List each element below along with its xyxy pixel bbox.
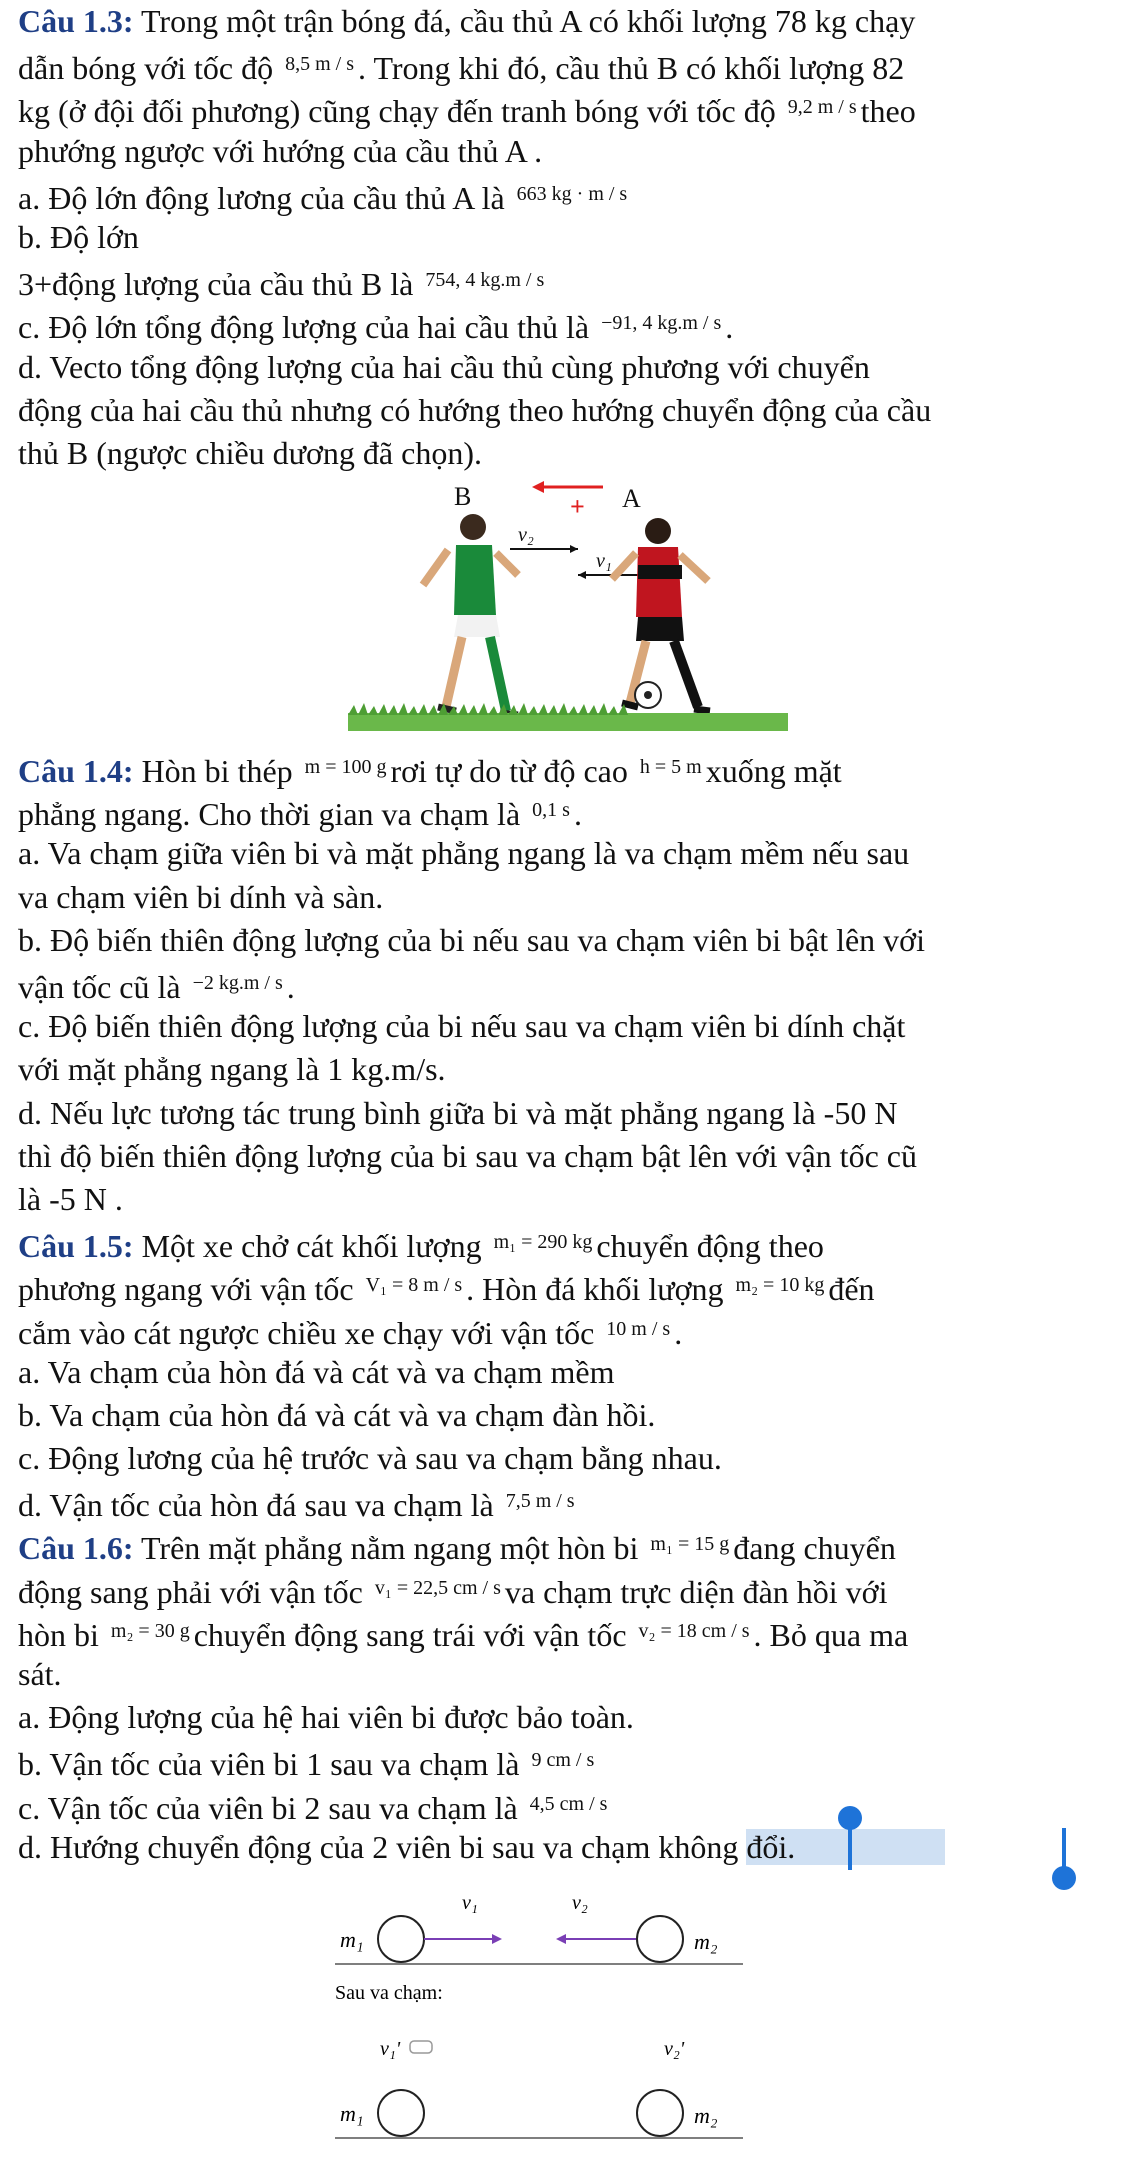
text: . <box>286 969 295 1005</box>
m2-label-after: m₂ <box>694 2102 718 2128</box>
ball-2 <box>637 1916 683 1962</box>
q14-option-a-2: va chạm viên bi dính và sàn. <box>18 878 384 915</box>
q15-line-1 <box>18 1221 1118 1264</box>
q16-title: Câu 1.6: <box>18 1530 134 1567</box>
q16-option-b <box>18 1739 1118 1782</box>
text: . <box>573 796 582 833</box>
formula: 9 cm / s <box>531 1749 595 1772</box>
ball-1-after <box>378 2090 424 2136</box>
formula: m₂ = 30 g <box>110 1619 190 1642</box>
text: đang chuyển <box>733 1530 896 1567</box>
velocity-v2-label: v₂ <box>518 524 534 547</box>
formula: 0,1 s <box>532 799 570 822</box>
text: . Bỏ qua ma <box>753 1616 909 1653</box>
m1-label-after: m₁ <box>340 2100 364 2126</box>
text: 3+động lượng của cầu thủ B là <box>18 266 414 303</box>
q16-line-4: sát. <box>18 1656 62 1692</box>
formula: 663 kg · m / s <box>516 182 628 205</box>
q16-option-d <box>18 1826 1118 1869</box>
after-collision-label: Sau va chạm: <box>335 1981 443 2004</box>
q13-line-4: phướng ngược với hướng của cầu thủ A . <box>18 132 543 169</box>
formula: −2 kg.m / s <box>192 972 283 994</box>
formula: 8,5 m / s <box>285 53 355 76</box>
text: chuyển động theo <box>596 1228 824 1265</box>
text: Hòn bi thép <box>133 753 293 790</box>
q13-option-d-2: động của hai cầu thủ nhưng có hướng theo hướng chuyển động của cầu <box>18 391 932 428</box>
m1-label: m₁ <box>340 1926 364 1952</box>
label-a: A <box>622 484 641 514</box>
formula: 9,2 m / s <box>787 96 857 119</box>
q13-option-b-cont <box>18 259 1118 302</box>
q13-text: Trong một trận bóng đá, cầu thủ A có khối lượng 78 kg chạy <box>133 3 916 39</box>
selection-end-handle[interactable] <box>1052 1866 1076 1890</box>
v1-label: v₁ <box>462 1891 478 1914</box>
document-body <box>18 0 1118 2166</box>
q16-option-a: a. Động lượng của hệ hai viên bi được bảo toàn. <box>18 1699 634 1736</box>
arrow-head <box>570 545 578 553</box>
text: chuyển động sang trái với vận tốc <box>193 1616 627 1653</box>
q14-option-a: a. Va chạm giữa viên bi và mặt phẳng ngang là va chạm mềm nếu sau <box>18 835 910 872</box>
q14-option-d-2: thì độ biến thiên động lượng của bi sau va chạm bật lên với vận tốc cũ <box>18 1137 917 1174</box>
text: theo <box>860 93 916 130</box>
text-selection[interactable]: đổi. <box>746 1829 945 1865</box>
velocity-v1-label: v₁ <box>596 550 612 573</box>
text: Một xe chở cát khối lượng <box>133 1228 482 1265</box>
q14-option-c: c. Độ biến thiên động lượng của bi nếu sau va chạm viên bi dính chặt <box>18 1008 906 1045</box>
text: d. Vận tốc của hòn đá sau va chạm là <box>18 1487 494 1524</box>
v1-prime-arrow-unknown <box>410 2041 432 2053</box>
player-b <box>423 514 518 715</box>
text: kg (ở đội đối phương) cũng chạy đến tranh bóng với tốc độ <box>18 93 776 130</box>
q13-line-2 <box>18 43 1118 86</box>
q13-title: Câu 1.3: <box>18 3 134 39</box>
player-a <box>612 518 710 711</box>
formula: 4,5 cm / s <box>529 1792 608 1815</box>
q16-line-1 <box>18 1523 1118 1566</box>
formula: 754, 4 kg.m / s <box>425 269 545 292</box>
text: dẫn bóng với tốc độ <box>18 50 274 87</box>
v1-prime-label: v₁' <box>380 2037 401 2060</box>
arrow-head <box>532 481 544 493</box>
q14-option-c-2: với mặt phẳng ngang là 1 kg.m/s. <box>18 1051 446 1088</box>
q15-option-d <box>18 1480 1118 1523</box>
arrow-head <box>492 1934 502 1944</box>
q14-line-2 <box>18 789 1118 832</box>
formula: m₁ = 15 g <box>650 1533 730 1556</box>
text: Trên mặt phẳng nằm ngang một hòn bi <box>133 1530 639 1567</box>
formula: v₁ = 22,5 cm / s <box>374 1576 501 1599</box>
text: cắm vào cát ngược chiều xe chạy với vận tốc <box>18 1314 595 1351</box>
q14-option-d-3: là -5 N . <box>18 1180 123 1217</box>
selection-start-handle[interactable] <box>838 1806 862 1830</box>
collision-diagram <box>18 1869 1118 2166</box>
q13-option-a <box>18 173 1118 216</box>
text: . Trong khi đó, cầu thủ B có khối lượng 82 <box>358 50 905 87</box>
text: c. Vận tốc của viên bi 2 sau va chạm là <box>18 1789 518 1826</box>
text: động sang phải với vận tốc <box>18 1573 363 1610</box>
text: b. Vận tốc của viên bi 1 sau va chạm là <box>18 1746 520 1783</box>
formula: v₂ = 18 cm / s <box>638 1619 750 1642</box>
q16-option-c <box>18 1783 1118 1826</box>
q15-option-b: b. Va chạm của hòn đá và cát và va chạm đàn hồi. <box>18 1396 656 1433</box>
formula: 7,5 m / s <box>505 1490 575 1513</box>
formula: 10 m / s <box>606 1317 671 1340</box>
text: . <box>674 1314 683 1351</box>
m2-label: m₂ <box>694 1928 718 1954</box>
q15-line-3 <box>18 1308 1118 1351</box>
q16-line-2 <box>18 1567 1118 1610</box>
q14-option-b-2 <box>18 962 1118 1005</box>
soccer-players-figure <box>18 475 1118 746</box>
q15-option-c: c. Động lương của hệ trước và sau va chạm bằng nhau. <box>18 1440 722 1477</box>
selection-end-caret <box>1062 1828 1066 1870</box>
text: hòn bi <box>18 1616 99 1653</box>
label-b: B <box>454 482 472 512</box>
formula: m₁ = 290 kg <box>493 1231 593 1254</box>
collision-figure <box>18 1869 1118 2166</box>
soccer-illustration <box>18 475 1118 746</box>
q13-option-d-3: thủ B (ngược chiều dương đã chọn). <box>18 434 482 471</box>
q14-option-d: d. Nếu lực tương tác trung bình giữa bi và mặt phẳng ngang là -50 N <box>18 1094 898 1131</box>
q15-line-2 <box>18 1264 1118 1307</box>
text: đến <box>828 1271 875 1308</box>
ball-1 <box>378 1916 424 1962</box>
q13-option-b: b. Độ lớn <box>18 218 139 255</box>
ball-2-after <box>637 2090 683 2136</box>
v2-label: v₂ <box>572 1891 588 1914</box>
text: . Hòn đá khối lượng <box>466 1271 724 1308</box>
formula: V₁ = 8 m / s <box>365 1274 463 1297</box>
text: d. Hướng chuyển động của 2 viên bi sau va chạm không <box>18 1828 747 1865</box>
q15-option-a: a. Va chạm của hòn đá và cát và va chạm mềm <box>18 1353 615 1390</box>
arrow-head <box>556 1934 566 1944</box>
formula: m = 100 g <box>304 756 387 779</box>
formula: m₂ = 10 kg <box>735 1274 825 1297</box>
formula: −91, 4 kg.m / s <box>601 312 722 335</box>
q13-option-c <box>18 302 1118 345</box>
q14-title: Câu 1.4: <box>18 753 134 790</box>
text: xuống mặt <box>705 753 842 790</box>
q14-option-b: b. Độ biến thiên động lượng của bi nếu sau va chạm viên bi bật lên với <box>18 921 925 958</box>
q15-title: Câu 1.5: <box>18 1228 134 1265</box>
text: c. Độ lớn tổng động lượng của hai cầu thủ là <box>18 309 590 346</box>
q14-line-1 <box>18 746 1118 789</box>
text: phẳng ngang. Cho thời gian va chạm là <box>18 796 521 833</box>
q13-line-1 <box>18 0 1118 43</box>
text: a. Độ lớn động lương của cầu thủ A là <box>18 179 505 216</box>
grass <box>348 713 788 731</box>
arrow-head <box>578 571 586 579</box>
ball-patch <box>644 691 652 699</box>
formula: h = 5 m <box>639 756 702 779</box>
q13-line-3 <box>18 86 1118 129</box>
text: vận tốc cũ là <box>18 969 181 1005</box>
text: va chạm trực diện đàn hồi với <box>504 1573 888 1610</box>
selection-start-caret <box>848 1828 852 1870</box>
plus-sign: + <box>570 492 585 522</box>
text: phương ngang với vận tốc <box>18 1271 354 1308</box>
q16-line-3 <box>18 1610 1118 1653</box>
text: rơi tự do từ độ cao <box>390 753 628 790</box>
v2-prime-label: v₂' <box>664 2037 685 2060</box>
q13-option-d: d. Vecto tổng động lượng của hai cầu thủ cùng phương với chuyển <box>18 348 870 385</box>
text: . <box>725 309 734 346</box>
